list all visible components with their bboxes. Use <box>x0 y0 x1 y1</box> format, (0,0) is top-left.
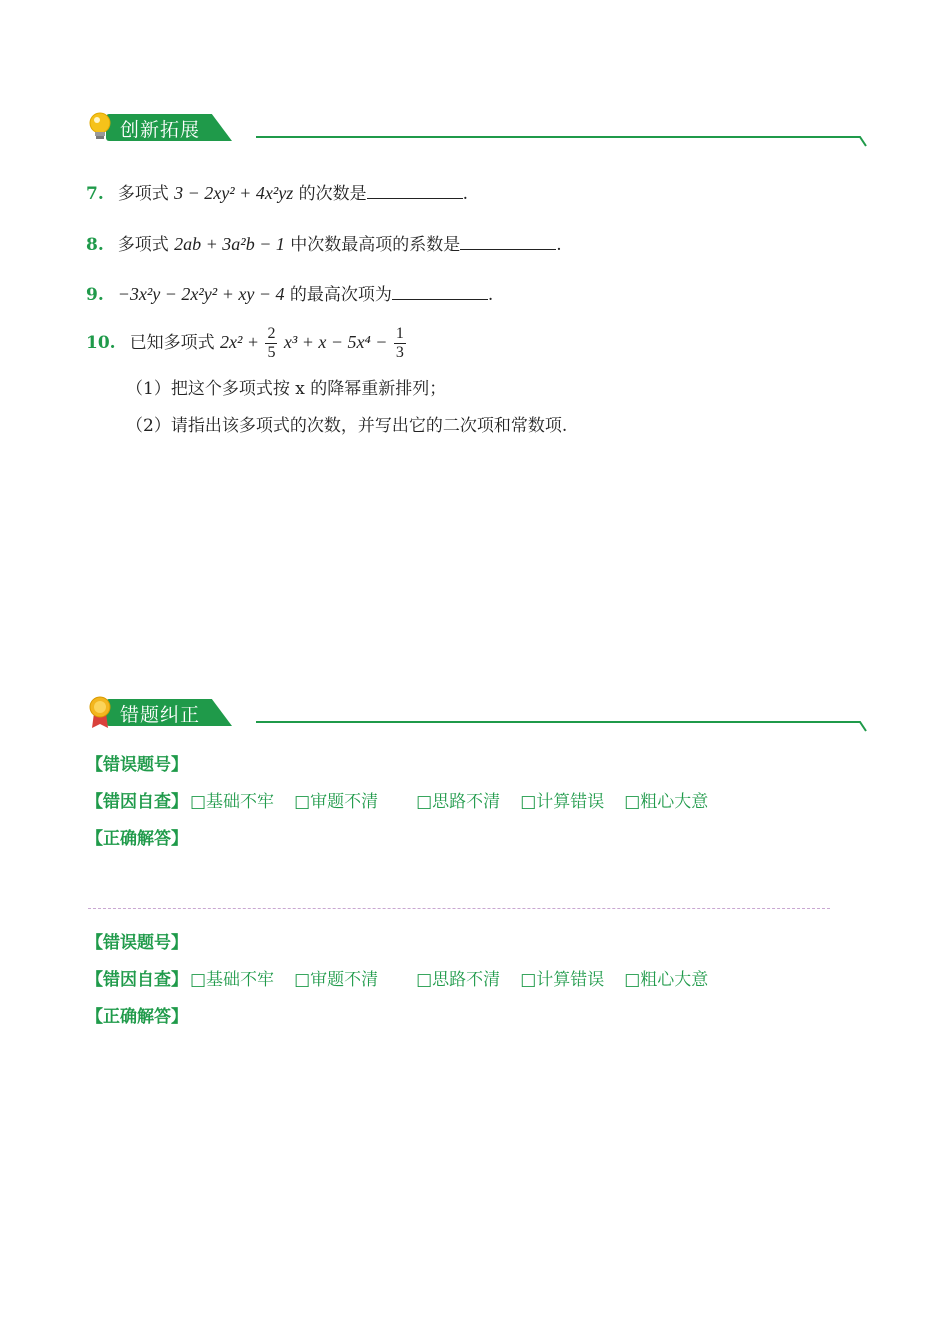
section-rule <box>256 136 860 138</box>
option-misread-question[interactable]: □审题不清 <box>294 792 379 812</box>
rule-tail <box>854 721 868 735</box>
question-text: 中次数最高项的系数是 <box>290 235 461 255</box>
rule-tail <box>854 136 868 150</box>
error-cause-label: 【错因自查】 <box>86 970 188 990</box>
error-cause-row <box>86 787 708 812</box>
question-number: 7. <box>86 184 104 204</box>
question-text: 的最高次项为 <box>289 285 392 305</box>
option-calculation-error[interactable]: □计算错误 <box>520 970 605 990</box>
option-weak-foundation[interactable]: □基础不牢 <box>190 970 275 990</box>
question-9 <box>86 281 493 307</box>
math-expression: 2x² + <box>219 332 260 352</box>
wrong-question-number-label: 【错误题号】 <box>86 755 188 775</box>
answer-blank[interactable] <box>460 231 556 250</box>
section-header-correction <box>86 697 866 729</box>
error-cause-label: 【错因自查】 <box>86 792 188 812</box>
lightbulb-icon <box>86 110 114 144</box>
question-text: 多项式 <box>117 184 169 204</box>
math-expression: 2ab + 3a²b − 1 <box>174 234 285 254</box>
question-number: 10. <box>86 333 116 353</box>
option-weak-foundation[interactable]: □基础不牢 <box>190 792 275 812</box>
question-10-part-2: （2）请指出该多项式的次数，并写出它的二次项和常数项. <box>126 416 568 436</box>
option-careless[interactable]: □粗心大意 <box>624 792 709 812</box>
question-end: . <box>556 235 562 255</box>
answer-blank[interactable] <box>392 281 488 300</box>
question-number: 8. <box>86 235 104 255</box>
option-unclear-approach[interactable]: □思路不清 <box>416 792 501 812</box>
question-end: . <box>487 285 494 305</box>
medal-icon <box>86 695 114 729</box>
question-text: 的次数是 <box>298 184 367 204</box>
section-header-innovation <box>86 112 866 144</box>
option-careless[interactable]: □粗心大意 <box>624 970 709 990</box>
question-7 <box>86 180 468 206</box>
question-end: . <box>462 184 469 204</box>
math-expression: 3 − 2xy² + 4x²yz <box>174 183 294 203</box>
section-title: 创新拓展 <box>120 119 201 141</box>
answer-blank[interactable] <box>367 180 463 199</box>
section-title: 错题纠正 <box>120 704 201 726</box>
question-number: 9. <box>86 285 104 305</box>
dashed-divider <box>88 908 830 909</box>
correct-answer-label: 【正确解答】 <box>86 1007 188 1027</box>
question-text: 多项式 <box>117 235 169 255</box>
question-8 <box>86 231 562 257</box>
fraction-one-third: $\frac{1}{3}$ <box>395 325 404 361</box>
correct-answer-label: 【正确解答】 <box>86 829 188 849</box>
fraction-two-fifths: $\frac{2}{5}$ <box>267 325 276 361</box>
question-10-part-1: （1）把这个多项式按 x 的降幂重新排列； <box>126 379 447 399</box>
wrong-question-number-label: 【错误题号】 <box>86 933 188 953</box>
option-unclear-approach[interactable]: □思路不清 <box>416 970 501 990</box>
option-misread-question[interactable]: □审题不清 <box>294 970 379 990</box>
question-text: 已知多项式 <box>129 333 215 353</box>
error-cause-row <box>86 965 708 990</box>
math-expression: x³ + x − 5x⁴ − <box>283 332 388 352</box>
math-expression: −3x²y − 2x²y² + xy − 4 <box>117 284 285 304</box>
question-10 <box>86 322 407 363</box>
option-calculation-error[interactable]: □计算错误 <box>520 792 605 812</box>
section-rule <box>256 721 860 723</box>
